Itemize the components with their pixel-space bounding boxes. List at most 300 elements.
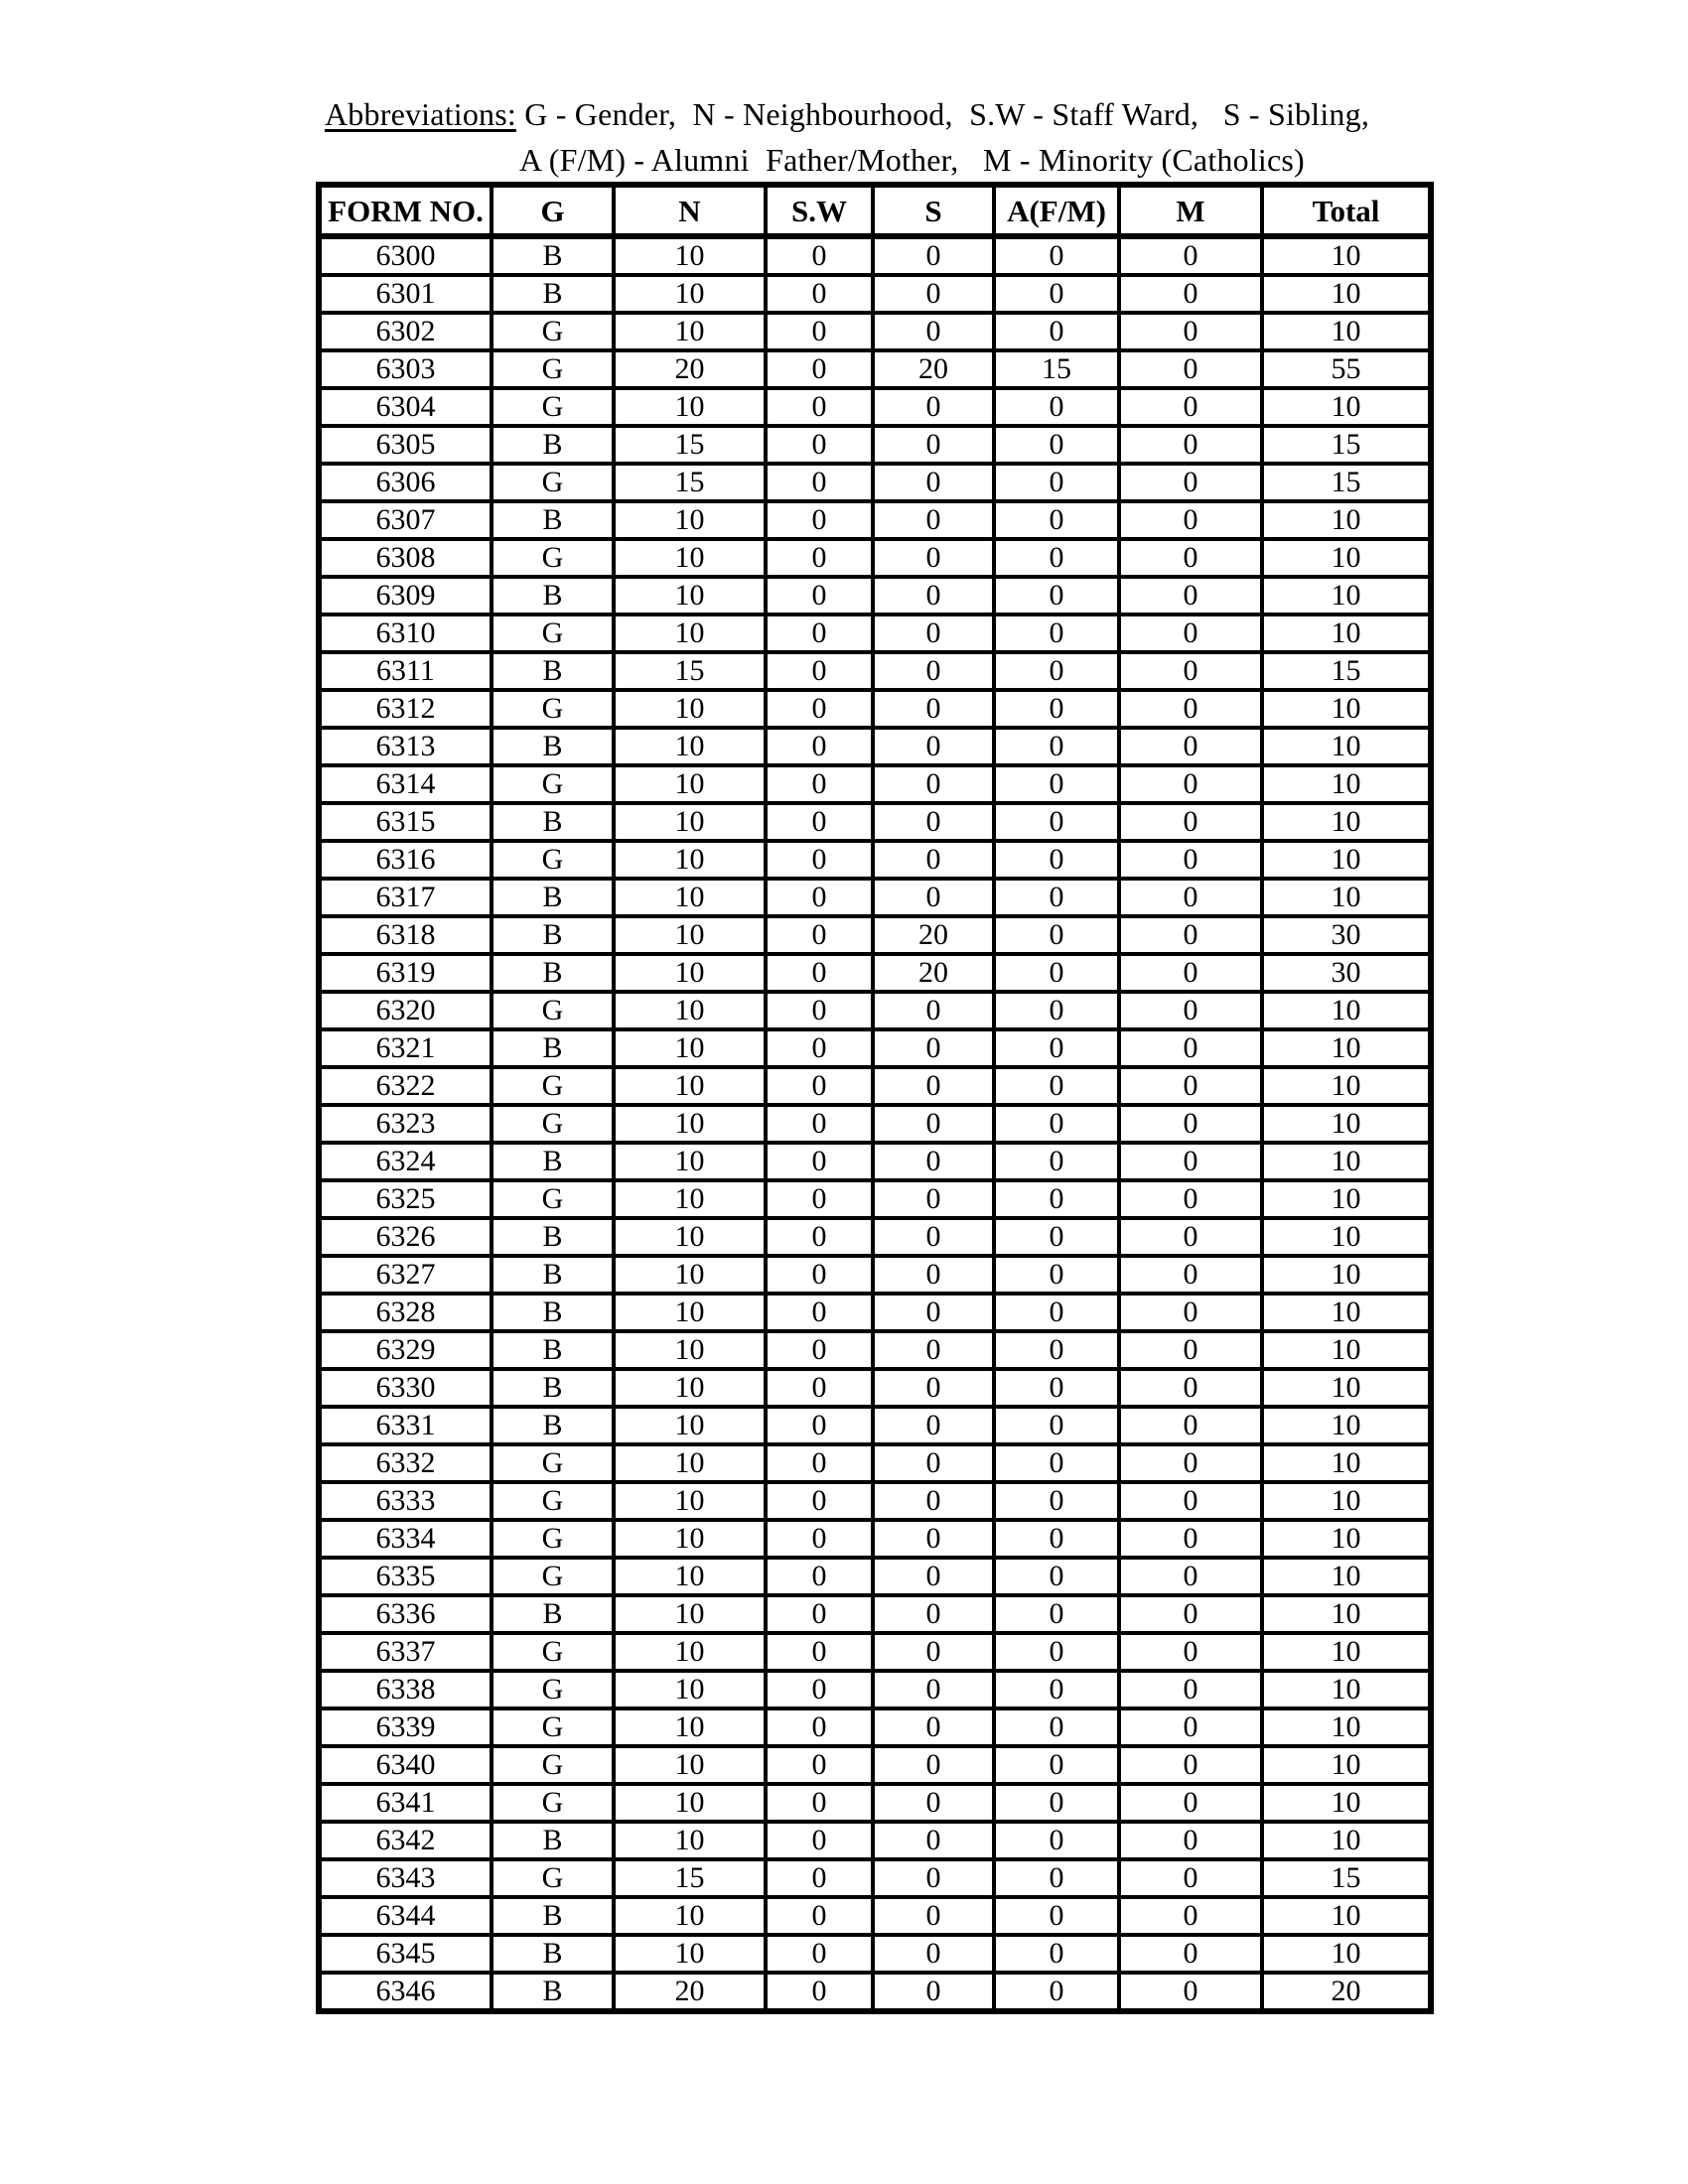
table-cell: 0 — [766, 1105, 873, 1143]
table-cell: 10 — [1262, 1143, 1431, 1180]
table-row — [319, 1859, 1431, 1897]
table-cell: 10 — [1262, 577, 1431, 614]
table-cell: 10 — [614, 690, 766, 728]
table-cell: 0 — [1119, 1973, 1262, 2011]
table-cell: 10 — [1262, 275, 1431, 313]
table-cell: G — [492, 388, 614, 426]
table-cell: G — [492, 1558, 614, 1595]
table-cell: 0 — [766, 1218, 873, 1256]
table-row — [319, 803, 1431, 841]
table-cell: 0 — [873, 1331, 994, 1369]
table-cell: 6309 — [319, 577, 492, 614]
table-cell: 6336 — [319, 1595, 492, 1633]
table-cell: 0 — [994, 1671, 1119, 1708]
table-cell: G — [492, 1105, 614, 1143]
table-cell: 0 — [766, 464, 873, 501]
header-cell: M — [1119, 185, 1262, 236]
table-cell: 0 — [766, 1294, 873, 1331]
table-cell: 0 — [994, 1105, 1119, 1143]
table-cell: 10 — [1262, 1256, 1431, 1294]
table-cell: 6334 — [319, 1520, 492, 1558]
table-cell: 10 — [614, 1671, 766, 1708]
table-cell: 0 — [873, 1859, 994, 1897]
header-cell: N — [614, 185, 766, 236]
table-cell: 0 — [766, 1859, 873, 1897]
abbreviations-label: Abbreviations: — [325, 96, 516, 132]
table-cell: B — [492, 1935, 614, 1973]
table-row — [319, 916, 1431, 954]
table-cell: 10 — [1262, 313, 1431, 350]
table-cell: 10 — [1262, 1067, 1431, 1105]
table-cell: 0 — [873, 1784, 994, 1822]
table-cell: 6302 — [319, 313, 492, 350]
table-cell: 0 — [1119, 1859, 1262, 1897]
table-cell: 10 — [614, 236, 766, 275]
table-cell: 0 — [1119, 236, 1262, 275]
table-cell: G — [492, 464, 614, 501]
table-cell: 10 — [614, 1331, 766, 1369]
header-cell: G — [492, 185, 614, 236]
table-cell: 0 — [1119, 1482, 1262, 1520]
table-cell: 0 — [994, 1633, 1119, 1671]
table-cell: 0 — [873, 1708, 994, 1746]
table-cell: 0 — [1119, 1105, 1262, 1143]
table-cell: 0 — [1119, 803, 1262, 841]
table-cell: 0 — [1119, 1180, 1262, 1218]
table-cell: 0 — [873, 275, 994, 313]
abbreviations-line2: A (F/M) - Alumni Father/Mother, M - Minority (Catholics) — [519, 142, 1305, 178]
table-row — [319, 1671, 1431, 1708]
table-cell: 10 — [614, 1143, 766, 1180]
table-cell: 10 — [1262, 1935, 1431, 1973]
table-cell: 0 — [766, 1482, 873, 1520]
table-cell: 0 — [873, 614, 994, 652]
table-cell: 10 — [1262, 1671, 1431, 1708]
table-cell: B — [492, 1407, 614, 1444]
table-cell: 0 — [1119, 577, 1262, 614]
table-cell: 0 — [1119, 1708, 1262, 1746]
table-cell: 0 — [873, 992, 994, 1029]
table-cell: 0 — [766, 577, 873, 614]
table-cell: 10 — [614, 1558, 766, 1595]
table-row — [319, 1407, 1431, 1444]
table-cell: 0 — [994, 690, 1119, 728]
table-cell: 0 — [1119, 614, 1262, 652]
table-cell: 10 — [1262, 1784, 1431, 1822]
table-cell: 10 — [1262, 1180, 1431, 1218]
table-cell: 0 — [873, 1444, 994, 1482]
table-cell: 10 — [614, 1218, 766, 1256]
table-cell: G — [492, 690, 614, 728]
table-cell: 0 — [766, 1558, 873, 1595]
table-cell: 6319 — [319, 954, 492, 992]
table-cell: 30 — [1262, 954, 1431, 992]
table-cell: 0 — [994, 1859, 1119, 1897]
table-cell: 6306 — [319, 464, 492, 501]
table-cell: 10 — [614, 1444, 766, 1482]
table-cell: 0 — [873, 728, 994, 765]
table-cell: 6312 — [319, 690, 492, 728]
table-cell: 10 — [614, 501, 766, 539]
table-cell: 0 — [994, 992, 1119, 1029]
table-cell: 6321 — [319, 1029, 492, 1067]
table-cell: B — [492, 1897, 614, 1935]
table-cell: 0 — [873, 388, 994, 426]
table-cell: 0 — [994, 954, 1119, 992]
table-cell: 55 — [1262, 350, 1431, 388]
table-cell: B — [492, 1029, 614, 1067]
table-cell: 0 — [873, 803, 994, 841]
table-cell: 0 — [873, 1558, 994, 1595]
table-cell: 0 — [873, 1143, 994, 1180]
table-cell: 6333 — [319, 1482, 492, 1520]
table-row — [319, 426, 1431, 464]
table-header-row — [319, 185, 1431, 236]
table-cell: 6301 — [319, 275, 492, 313]
table-cell: 0 — [873, 1369, 994, 1407]
table-cell: 6308 — [319, 539, 492, 577]
table-cell: B — [492, 1331, 614, 1369]
table-cell: 0 — [873, 1746, 994, 1784]
table-cell: G — [492, 1482, 614, 1520]
table-cell: 6328 — [319, 1294, 492, 1331]
table-cell: 0 — [1119, 1784, 1262, 1822]
table-cell: 6322 — [319, 1067, 492, 1105]
table-cell: B — [492, 1369, 614, 1407]
table-cell: 0 — [873, 1935, 994, 1973]
table-cell: 0 — [1119, 388, 1262, 426]
table-cell: 0 — [994, 765, 1119, 803]
table-cell: 0 — [994, 1595, 1119, 1633]
table-cell: 6331 — [319, 1407, 492, 1444]
table-cell: 0 — [994, 1180, 1119, 1218]
table-body — [319, 236, 1431, 2011]
table-cell: 10 — [614, 1746, 766, 1784]
table-cell: B — [492, 501, 614, 539]
table-cell: 0 — [1119, 916, 1262, 954]
table-cell: B — [492, 1256, 614, 1294]
table-row — [319, 614, 1431, 652]
table-cell: 10 — [1262, 1746, 1431, 1784]
table-cell: 0 — [1119, 1520, 1262, 1558]
table-cell: 10 — [1262, 1897, 1431, 1935]
table-cell: 0 — [766, 1973, 873, 2011]
table-cell: 0 — [766, 313, 873, 350]
table-cell: 6332 — [319, 1444, 492, 1482]
table-cell: B — [492, 426, 614, 464]
table-cell: 20 — [873, 916, 994, 954]
table-cell: 10 — [614, 1633, 766, 1671]
table-cell: 6329 — [319, 1331, 492, 1369]
table-cell: 0 — [994, 1218, 1119, 1256]
table-cell: 10 — [1262, 236, 1431, 275]
table-cell: 0 — [994, 1558, 1119, 1595]
table-row — [319, 1822, 1431, 1859]
table-cell: 15 — [1262, 464, 1431, 501]
table-cell: G — [492, 992, 614, 1029]
table-cell: 10 — [1262, 1444, 1431, 1482]
table-cell: G — [492, 313, 614, 350]
table-row — [319, 1558, 1431, 1595]
table-cell: 0 — [766, 1029, 873, 1067]
table-cell: B — [492, 1973, 614, 2011]
table-cell: 0 — [1119, 1029, 1262, 1067]
table-cell: 10 — [614, 1407, 766, 1444]
table-cell: 10 — [1262, 803, 1431, 841]
table-cell: B — [492, 954, 614, 992]
table-cell: B — [492, 236, 614, 275]
table-row — [319, 1633, 1431, 1671]
table-row — [319, 388, 1431, 426]
table-cell: 15 — [1262, 1859, 1431, 1897]
table-row — [319, 1520, 1431, 1558]
table-cell: 0 — [766, 236, 873, 275]
table-cell: 0 — [994, 1520, 1119, 1558]
table-cell: 0 — [873, 1595, 994, 1633]
table-cell: 10 — [1262, 539, 1431, 577]
table-cell: 0 — [766, 690, 873, 728]
table-cell: 10 — [614, 1897, 766, 1935]
table-cell: 0 — [766, 879, 873, 916]
table-cell: 0 — [994, 1256, 1119, 1294]
table-cell: 0 — [873, 1633, 994, 1671]
table-cell: 0 — [873, 236, 994, 275]
table-cell: 0 — [873, 1294, 994, 1331]
table-row — [319, 841, 1431, 879]
table-cell: 0 — [1119, 690, 1262, 728]
table-row — [319, 652, 1431, 690]
table-cell: 10 — [1262, 1369, 1431, 1407]
table-cell: 6330 — [319, 1369, 492, 1407]
table-cell: 6339 — [319, 1708, 492, 1746]
table-cell: 10 — [614, 803, 766, 841]
table-cell: 0 — [766, 803, 873, 841]
table-cell: 6315 — [319, 803, 492, 841]
table-cell: 6325 — [319, 1180, 492, 1218]
table-row — [319, 1143, 1431, 1180]
table-row — [319, 690, 1431, 728]
header-cell: S — [873, 185, 994, 236]
table-cell: 0 — [994, 1973, 1119, 2011]
table-cell: 0 — [1119, 1067, 1262, 1105]
table-cell: 10 — [614, 1180, 766, 1218]
table-cell: G — [492, 539, 614, 577]
table-cell: 6324 — [319, 1143, 492, 1180]
table-cell: 10 — [614, 1105, 766, 1143]
table-cell: 6340 — [319, 1746, 492, 1784]
table-cell: 0 — [873, 879, 994, 916]
table-cell: 6337 — [319, 1633, 492, 1671]
table-row — [319, 236, 1431, 275]
table-cell: 0 — [994, 1746, 1119, 1784]
table-cell: 10 — [614, 1822, 766, 1859]
table-cell: 10 — [614, 1029, 766, 1067]
table-cell: 0 — [766, 765, 873, 803]
table-cell: 10 — [1262, 1482, 1431, 1520]
table-cell: 0 — [873, 426, 994, 464]
table-cell: 0 — [1119, 539, 1262, 577]
table-cell: B — [492, 652, 614, 690]
table-cell: 0 — [873, 539, 994, 577]
table-cell: 0 — [994, 614, 1119, 652]
table-cell: 0 — [873, 690, 994, 728]
table-cell: 10 — [614, 539, 766, 577]
form-points-table — [316, 182, 1434, 2014]
table-row — [319, 1708, 1431, 1746]
table-cell: 10 — [1262, 388, 1431, 426]
table-cell: 10 — [614, 728, 766, 765]
table-cell: 0 — [1119, 841, 1262, 879]
table-cell: 0 — [766, 1444, 873, 1482]
table-cell: 6311 — [319, 652, 492, 690]
table-cell: 0 — [873, 1407, 994, 1444]
table-cell: 0 — [1119, 1935, 1262, 1973]
table-cell: 0 — [1119, 1558, 1262, 1595]
table-row — [319, 1482, 1431, 1520]
table-cell: 0 — [994, 1444, 1119, 1482]
table-cell: 0 — [1119, 1671, 1262, 1708]
table-cell: 10 — [1262, 992, 1431, 1029]
table-cell: 0 — [766, 1784, 873, 1822]
table-cell: 0 — [766, 1671, 873, 1708]
table-cell: 0 — [994, 1935, 1119, 1973]
table-cell: 10 — [614, 275, 766, 313]
table-cell: 6341 — [319, 1784, 492, 1822]
header-cell: A(F/M) — [994, 185, 1119, 236]
table-cell: 0 — [994, 313, 1119, 350]
table-cell: 0 — [873, 1256, 994, 1294]
table-cell: 10 — [614, 1935, 766, 1973]
table-cell: 15 — [614, 464, 766, 501]
table-row — [319, 1369, 1431, 1407]
table-row — [319, 350, 1431, 388]
table-row — [319, 1294, 1431, 1331]
table-cell: 10 — [1262, 879, 1431, 916]
table-cell: 0 — [1119, 728, 1262, 765]
table-cell: 0 — [873, 1180, 994, 1218]
table-cell: 0 — [994, 728, 1119, 765]
table-cell: 0 — [766, 652, 873, 690]
table-row — [319, 313, 1431, 350]
table-row — [319, 765, 1431, 803]
table-cell: 0 — [873, 1218, 994, 1256]
table-cell: 0 — [994, 577, 1119, 614]
table-cell: 10 — [1262, 1029, 1431, 1067]
table-cell: B — [492, 879, 614, 916]
table-cell: 0 — [1119, 1897, 1262, 1935]
table-cell: 10 — [1262, 690, 1431, 728]
table-cell: 0 — [994, 236, 1119, 275]
table-cell: 10 — [614, 388, 766, 426]
table-cell: 20 — [614, 1973, 766, 2011]
table-cell: 0 — [994, 1822, 1119, 1859]
table-cell: 10 — [614, 916, 766, 954]
table-cell: 10 — [614, 1294, 766, 1331]
table-cell: 0 — [994, 464, 1119, 501]
table-cell: 0 — [994, 1294, 1119, 1331]
table-cell: G — [492, 1520, 614, 1558]
table-cell: 10 — [1262, 1294, 1431, 1331]
table-cell: 0 — [994, 1784, 1119, 1822]
table-cell: 0 — [873, 464, 994, 501]
table-cell: 0 — [1119, 275, 1262, 313]
table-cell: 0 — [994, 1067, 1119, 1105]
table-cell: 0 — [994, 916, 1119, 954]
table-cell: 0 — [1119, 1633, 1262, 1671]
table-cell: 6310 — [319, 614, 492, 652]
table-cell: 0 — [1119, 1294, 1262, 1331]
table-cell: 20 — [873, 954, 994, 992]
table-cell: 6303 — [319, 350, 492, 388]
table-cell: 0 — [1119, 1143, 1262, 1180]
table-cell: 0 — [766, 1331, 873, 1369]
table-row — [319, 1105, 1431, 1143]
table-cell: 0 — [873, 501, 994, 539]
table-cell: 10 — [1262, 728, 1431, 765]
table-cell: 0 — [766, 1180, 873, 1218]
table-row — [319, 1746, 1431, 1784]
table-cell: 15 — [614, 426, 766, 464]
table-cell: 0 — [1119, 1444, 1262, 1482]
table-row — [319, 1218, 1431, 1256]
table-cell: 6346 — [319, 1973, 492, 2011]
table-cell: G — [492, 1444, 614, 1482]
table-cell: 0 — [766, 841, 873, 879]
table-cell: 10 — [614, 1708, 766, 1746]
table-cell: 6318 — [319, 916, 492, 954]
table-cell: 20 — [614, 350, 766, 388]
table-row — [319, 1897, 1431, 1935]
table-cell: 10 — [614, 841, 766, 879]
table-cell: 6335 — [319, 1558, 492, 1595]
table-cell: G — [492, 1708, 614, 1746]
table-cell: 6307 — [319, 501, 492, 539]
table-cell: 0 — [766, 388, 873, 426]
table-row — [319, 992, 1431, 1029]
table-cell: 10 — [614, 614, 766, 652]
table-row — [319, 1444, 1431, 1482]
table-cell: 10 — [614, 992, 766, 1029]
table-cell: 6305 — [319, 426, 492, 464]
table-cell: 0 — [873, 313, 994, 350]
table-cell: 0 — [1119, 1369, 1262, 1407]
header-cell: FORM NO. — [319, 185, 492, 236]
table-cell: B — [492, 728, 614, 765]
table-cell: 0 — [994, 803, 1119, 841]
table-cell: G — [492, 350, 614, 388]
table-cell: 0 — [766, 1067, 873, 1105]
table-cell: 10 — [1262, 1105, 1431, 1143]
table-cell: G — [492, 841, 614, 879]
table-cell: 10 — [1262, 1595, 1431, 1633]
table-row — [319, 1029, 1431, 1067]
table-cell: 0 — [766, 426, 873, 464]
table-row — [319, 1180, 1431, 1218]
table-cell: 10 — [1262, 1558, 1431, 1595]
table-cell: B — [492, 1822, 614, 1859]
table-cell: G — [492, 614, 614, 652]
table-cell: 6327 — [319, 1256, 492, 1294]
table-cell: G — [492, 1067, 614, 1105]
table-row — [319, 954, 1431, 992]
table-cell: 0 — [873, 1067, 994, 1105]
table-cell: 0 — [873, 765, 994, 803]
table-cell: B — [492, 1595, 614, 1633]
table-row — [319, 577, 1431, 614]
table-cell: 0 — [1119, 1331, 1262, 1369]
table-cell: 10 — [1262, 765, 1431, 803]
table-cell: 10 — [1262, 1520, 1431, 1558]
